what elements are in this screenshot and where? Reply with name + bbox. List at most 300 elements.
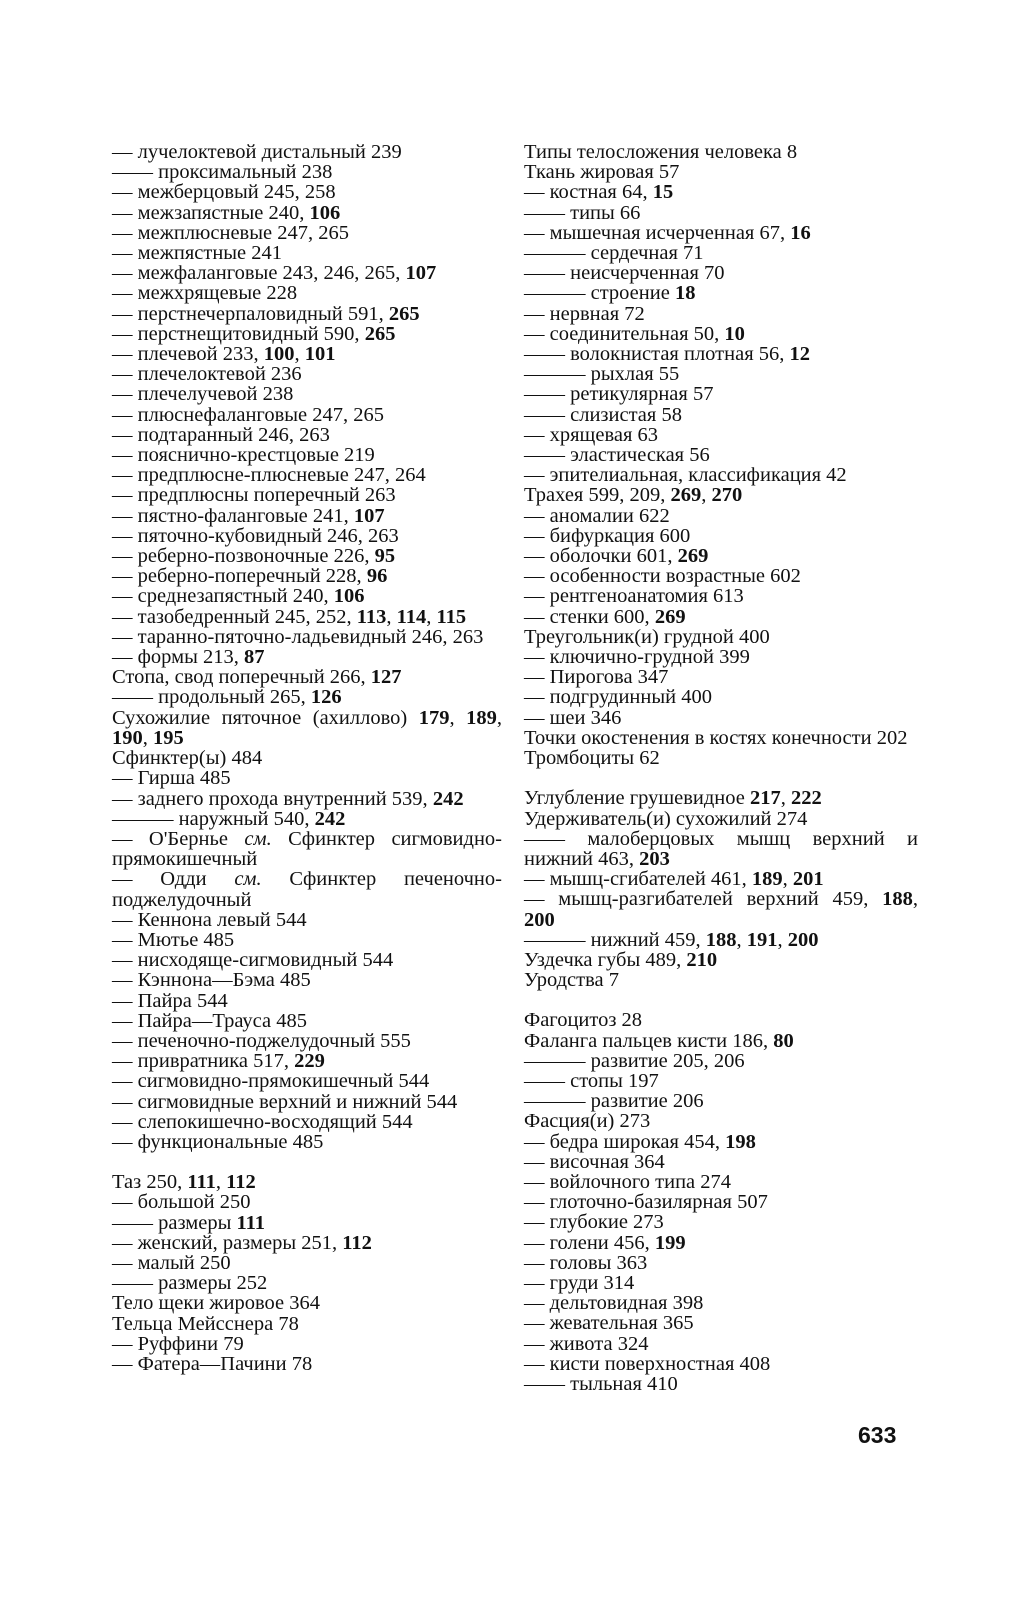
figure-reference: 195 bbox=[153, 726, 184, 749]
entry-text: Тело щеки жировое 364 bbox=[112, 1292, 321, 1315]
entry-text: — Фатера—Пачини 78 bbox=[112, 1352, 313, 1375]
index-entry bbox=[524, 445, 918, 465]
entry-text: — женский, размеры 251, bbox=[112, 1231, 343, 1254]
entry-text: , bbox=[777, 928, 788, 951]
entry-text: —— тыльная 410 bbox=[524, 1372, 678, 1395]
index-entry bbox=[524, 1091, 918, 1111]
index-entry bbox=[112, 809, 502, 829]
index-entry bbox=[112, 566, 502, 586]
entry-text: — большой 250 bbox=[112, 1191, 251, 1214]
entry-text: — пояснично-крестцовые 219 bbox=[112, 444, 375, 467]
index-entry bbox=[112, 465, 502, 485]
index-entry bbox=[112, 445, 502, 465]
entry-text: Фагоцитоз 28 bbox=[524, 1009, 643, 1032]
entry-text: —— типы 66 bbox=[524, 201, 641, 224]
entry-text: Таз 250, bbox=[112, 1171, 188, 1194]
figure-reference: 112 bbox=[226, 1171, 256, 1194]
index-entry bbox=[112, 1192, 502, 1212]
entry-text: , bbox=[780, 787, 792, 810]
index-entry bbox=[524, 485, 918, 505]
entry-text: — голени 456, bbox=[524, 1231, 655, 1254]
entry-text: , bbox=[426, 605, 437, 628]
entry-text: Сфинктер(ы) 484 bbox=[112, 747, 263, 770]
entry-text: , bbox=[215, 1171, 227, 1194]
figure-reference: 242 bbox=[432, 787, 464, 810]
figure-reference: 107 bbox=[353, 504, 385, 527]
index-entry bbox=[524, 1374, 918, 1394]
index-entry bbox=[524, 930, 918, 950]
entry-text: — плечелоктевой 236 bbox=[112, 363, 302, 386]
index-entry bbox=[112, 1172, 502, 1192]
entry-text: —— малоберцовых мышц верхний и нижний 463, bbox=[524, 827, 918, 870]
entry-text: —— продольный 265, bbox=[112, 686, 311, 709]
entry-text: , bbox=[294, 343, 305, 366]
index-entry bbox=[112, 1293, 502, 1313]
entry-text: Ткань жировая 57 bbox=[524, 161, 680, 184]
entry-text: — предплюсны поперечный 263 bbox=[112, 484, 396, 507]
index-entry bbox=[112, 607, 502, 627]
index-entry bbox=[112, 364, 502, 384]
index-entry bbox=[524, 526, 918, 546]
index-entry bbox=[112, 789, 502, 809]
entry-text: — дельтовидная 398 bbox=[524, 1292, 704, 1315]
figure-reference: 115 bbox=[436, 605, 467, 628]
entry-text: Уздечка губы 489, bbox=[524, 948, 687, 971]
entry-text: — ключично-грудной 399 bbox=[524, 646, 750, 669]
index-entry bbox=[524, 1212, 918, 1232]
figure-reference: 18 bbox=[674, 282, 696, 305]
index-entry bbox=[524, 1354, 918, 1374]
figure-reference: 87 bbox=[243, 646, 265, 669]
index-entry bbox=[524, 142, 918, 162]
index-entry bbox=[112, 1112, 502, 1132]
entry-text: ——— рыхлая 55 bbox=[524, 363, 680, 386]
entry-text: — мышечная исчерченная 67, bbox=[524, 221, 791, 244]
entry-text: — лучелоктевой дистальный 239 bbox=[112, 141, 402, 163]
index-entry bbox=[112, 970, 502, 990]
index-entry bbox=[524, 1152, 918, 1172]
index-entry bbox=[112, 546, 502, 566]
entry-text: — подтаранный 246, 263 bbox=[112, 423, 330, 446]
index-entry bbox=[524, 1253, 918, 1273]
figure-reference: 12 bbox=[789, 343, 810, 366]
entry-text: — межфаланговые 243, 246, 265, bbox=[112, 262, 406, 285]
index-entry bbox=[524, 748, 918, 768]
figure-reference: 188 bbox=[882, 888, 913, 911]
index-entry bbox=[112, 1071, 502, 1091]
index-entry bbox=[524, 1132, 918, 1152]
entry-text: — плюснефаланговые 247, 265 bbox=[112, 403, 384, 426]
index-column-right bbox=[524, 142, 918, 1394]
index-group-gap bbox=[112, 1152, 502, 1172]
index-entry bbox=[524, 1192, 918, 1212]
entry-text: Треугольник(и) грудной 400 bbox=[524, 625, 770, 648]
entry-text: — сигмовидно-прямокишечный 544 bbox=[112, 1070, 430, 1093]
entry-text: — подгрудинный 400 bbox=[524, 686, 712, 709]
index-entry bbox=[112, 182, 502, 202]
figure-reference: 95 bbox=[374, 545, 396, 568]
index-entry bbox=[524, 405, 918, 425]
figure-reference: 200 bbox=[524, 908, 555, 931]
index-entry bbox=[524, 627, 918, 647]
entry-text: — Одди bbox=[112, 868, 235, 891]
entry-text: — глоточно-базилярная 507 bbox=[524, 1191, 768, 1214]
figure-reference: 188 bbox=[705, 928, 737, 951]
entry-text: Фасция(и) 273 bbox=[524, 1110, 651, 1133]
entry-text: — мышц-сгибателей 461, bbox=[524, 868, 752, 891]
index-entry bbox=[524, 647, 918, 667]
entry-text: ——— строение bbox=[524, 282, 675, 305]
figure-reference: 107 bbox=[405, 262, 437, 285]
index-entry bbox=[112, 506, 502, 526]
figure-reference: 111 bbox=[187, 1171, 216, 1194]
index-entry bbox=[524, 1313, 918, 1333]
entry-text: ——— развитие 206 bbox=[524, 1090, 704, 1113]
entry-text: — Руффини 79 bbox=[112, 1332, 244, 1355]
index-entry bbox=[524, 667, 918, 687]
entry-text: — межзапястные 240, bbox=[112, 201, 310, 224]
entry-text: — пястно-фаланговые 241, bbox=[112, 504, 354, 527]
index-entry bbox=[524, 566, 918, 586]
entry-text: — живота 324 bbox=[524, 1332, 649, 1355]
index-entry bbox=[112, 405, 502, 425]
index-entry bbox=[112, 526, 502, 546]
entry-text: — тазобедренный 245, 252, bbox=[112, 605, 357, 628]
figure-reference: 265 bbox=[364, 322, 396, 345]
entry-text: —— неисчерченная 70 bbox=[524, 262, 725, 285]
figure-reference: 199 bbox=[654, 1231, 686, 1254]
entry-text: Точки окостенения в костях конечности 202 bbox=[524, 726, 908, 749]
index-entry bbox=[112, 384, 502, 404]
entry-text: — перстнещитовидный 590, bbox=[112, 322, 365, 345]
entry-text: — сигмовидные верхний и нижний 544 bbox=[112, 1090, 458, 1113]
entry-text: — межплюсневые 247, 265 bbox=[112, 221, 349, 244]
index-entry bbox=[524, 1051, 918, 1071]
index-entry bbox=[112, 768, 502, 788]
entry-text: — предплюсне-плюсневые 247, 264 bbox=[112, 464, 426, 487]
index-entry bbox=[112, 203, 502, 223]
entry-text: Удерживатель(и) сухожилий 274 bbox=[524, 807, 808, 830]
entry-text: — жевательная 365 bbox=[524, 1312, 694, 1335]
index-entry bbox=[524, 506, 918, 526]
index-entry bbox=[524, 970, 918, 990]
entry-text: Сухожилие пяточное (ахиллово) bbox=[112, 706, 419, 729]
index-entry bbox=[524, 1111, 918, 1131]
index-entry bbox=[524, 364, 918, 384]
entry-text: — особенности возрастные 602 bbox=[524, 565, 801, 588]
figure-reference: 106 bbox=[309, 201, 341, 224]
index-entry bbox=[112, 1051, 502, 1071]
figure-reference: 203 bbox=[639, 847, 670, 870]
index-entry bbox=[524, 162, 918, 182]
index-entry bbox=[112, 829, 502, 869]
index-entry bbox=[524, 1071, 918, 1091]
figure-reference: 269 bbox=[670, 484, 702, 507]
index-entry bbox=[524, 809, 918, 829]
figure-reference: 126 bbox=[310, 686, 342, 709]
figure-reference: 100 bbox=[263, 343, 295, 366]
index-entry bbox=[524, 283, 918, 303]
index-entry bbox=[524, 869, 918, 889]
figure-reference: 191 bbox=[746, 928, 778, 951]
entry-text: — шеи 346 bbox=[524, 706, 622, 729]
entry-text: ——— нижний 459, bbox=[524, 928, 706, 951]
figure-reference: 101 bbox=[304, 343, 336, 366]
index-entry bbox=[112, 667, 502, 687]
index-entry bbox=[112, 586, 502, 606]
figure-reference: 198 bbox=[725, 1130, 756, 1153]
index-entry bbox=[112, 1253, 502, 1273]
figure-reference: 269 bbox=[654, 605, 686, 628]
index-group-gap bbox=[524, 768, 918, 788]
entry-text: — височная 364 bbox=[524, 1150, 665, 1173]
entry-text: — функциональные 485 bbox=[112, 1130, 324, 1153]
index-entry bbox=[524, 607, 918, 627]
figure-reference: 190 bbox=[112, 726, 143, 749]
figure-reference: 270 bbox=[711, 484, 743, 507]
entry-text: —— проксимальный 238 bbox=[112, 161, 333, 184]
entry-text: —— размеры bbox=[112, 1211, 237, 1234]
index-entry bbox=[524, 950, 918, 970]
entry-text: — аномалии 622 bbox=[524, 504, 670, 527]
entry-text: — межберцовый 245, 258 bbox=[112, 181, 336, 204]
index-entry bbox=[112, 1092, 502, 1112]
figure-reference: 15 bbox=[652, 181, 674, 204]
cross-reference-marker: см. bbox=[234, 868, 262, 891]
entry-text: — войлочного типа 274 bbox=[524, 1170, 732, 1193]
entry-text: — печеночно-поджелудочный 555 bbox=[112, 1029, 411, 1052]
entry-text: Типы телосложения человека 8 bbox=[524, 141, 798, 163]
entry-text: — плечевой 233, bbox=[112, 343, 264, 366]
figure-reference: 189 bbox=[751, 868, 783, 891]
entry-text: — бифуркация 600 bbox=[524, 524, 691, 547]
entry-text: , bbox=[701, 484, 712, 507]
figure-reference: 127 bbox=[370, 666, 402, 689]
entry-text: — реберно-поперечный 228, bbox=[112, 565, 367, 588]
entry-text: — эпителиальная, классификация 42 bbox=[524, 464, 847, 487]
entry-text: — привратника 517, bbox=[112, 1050, 295, 1073]
index-entry bbox=[112, 910, 502, 930]
figure-reference: 96 bbox=[366, 565, 388, 588]
index-entry bbox=[112, 485, 502, 505]
entry-text: Углубление грушевидное bbox=[524, 787, 751, 810]
index-entry bbox=[112, 708, 502, 748]
figure-reference: 217 bbox=[750, 787, 781, 810]
figure-reference: 106 bbox=[333, 585, 365, 608]
entry-text: Трахея 599, 209, bbox=[524, 484, 671, 507]
entry-text: —— стопы 197 bbox=[524, 1069, 659, 1092]
figure-reference: 265 bbox=[388, 302, 420, 325]
entry-text: Фаланга пальцев кисти 186, bbox=[524, 1029, 774, 1052]
entry-text: — слепокишечно-восходящий 544 bbox=[112, 1110, 413, 1133]
entry-text: — костная 64, bbox=[524, 181, 653, 204]
index-entry bbox=[524, 203, 918, 223]
index-entry bbox=[112, 1273, 502, 1293]
entry-text: , bbox=[912, 888, 918, 911]
entry-text: , bbox=[386, 605, 397, 628]
index-entry bbox=[524, 1172, 918, 1192]
entry-text: — реберно-позвоночные 226, bbox=[112, 545, 375, 568]
entry-text: , bbox=[736, 928, 747, 951]
entry-text: —— ретикулярная 57 bbox=[524, 383, 714, 406]
entry-text: — Кэннона—Бэма 485 bbox=[112, 969, 311, 992]
entry-text: — малый 250 bbox=[112, 1251, 231, 1274]
entry-text: — головы 363 bbox=[524, 1251, 648, 1274]
entry-text: — бедра широкая 454, bbox=[524, 1130, 726, 1153]
index-entry bbox=[112, 283, 502, 303]
figure-reference: 229 bbox=[294, 1050, 325, 1073]
entry-text: — Пайра 544 bbox=[112, 989, 228, 1012]
figure-reference: 189 bbox=[466, 706, 497, 729]
index-entry bbox=[112, 162, 502, 182]
index-entry bbox=[524, 182, 918, 202]
entry-text: Уродства 7 bbox=[524, 969, 619, 992]
entry-text: — межхрящевые 228 bbox=[112, 282, 298, 305]
index-entry bbox=[524, 1010, 918, 1030]
figure-reference: 111 bbox=[236, 1211, 266, 1234]
index-entry bbox=[524, 1293, 918, 1313]
entry-text: , bbox=[782, 868, 793, 891]
entry-text: Сфинктер сигмовидно-прямокишечный bbox=[112, 827, 502, 871]
figure-reference: 16 bbox=[790, 221, 811, 244]
index-entry bbox=[524, 708, 918, 728]
index-entry bbox=[112, 687, 502, 707]
index-entry bbox=[112, 1314, 502, 1334]
entry-text: — оболочки 601, bbox=[524, 545, 678, 568]
figure-reference: 112 bbox=[342, 1231, 372, 1254]
index-entry bbox=[112, 1031, 502, 1051]
figure-reference: 210 bbox=[686, 948, 718, 971]
entry-text: — Мютье 485 bbox=[112, 928, 235, 951]
index-entry bbox=[112, 1354, 502, 1374]
entry-text: Тельца Мейсснера 78 bbox=[112, 1312, 299, 1335]
entry-text: — нисходяще-сигмовидный 544 bbox=[112, 949, 394, 972]
entry-text: ——— развитие 205, 206 bbox=[524, 1049, 745, 1072]
index-entry bbox=[112, 344, 502, 364]
index-entry bbox=[524, 546, 918, 566]
index-entry bbox=[524, 788, 918, 808]
entry-text: — Кеннона левый 544 bbox=[112, 908, 307, 931]
entry-text: , bbox=[142, 726, 153, 749]
entry-text: —— волокнистая плотная 56, bbox=[524, 343, 790, 366]
index-entry bbox=[112, 627, 502, 647]
index-entry bbox=[112, 304, 502, 324]
index-entry bbox=[524, 263, 918, 283]
entry-text: — формы 213, bbox=[112, 646, 244, 669]
index-column-left bbox=[112, 142, 502, 1374]
entry-text: — заднего прохода внутренний 539, bbox=[112, 787, 433, 810]
figure-reference: 242 bbox=[314, 807, 346, 830]
entry-text: — глубокие 273 bbox=[524, 1211, 664, 1234]
index-entry bbox=[112, 223, 502, 243]
figure-reference: 114 bbox=[396, 605, 427, 628]
index-entry bbox=[112, 243, 502, 263]
index-entry bbox=[112, 1011, 502, 1031]
index-entry bbox=[524, 344, 918, 364]
figure-reference: 179 bbox=[418, 706, 450, 729]
index-entry bbox=[524, 829, 918, 869]
figure-reference: 222 bbox=[791, 787, 822, 810]
entry-text: — хрящевая 63 bbox=[524, 423, 659, 446]
figure-reference: 269 bbox=[677, 545, 709, 568]
entry-text: ——— сердечная 71 bbox=[524, 242, 704, 265]
index-entry bbox=[524, 465, 918, 485]
entry-text: — нервная 72 bbox=[524, 302, 645, 325]
entry-text: —— эластическая 56 bbox=[524, 444, 710, 467]
index-entry bbox=[112, 930, 502, 950]
index-entry bbox=[112, 1334, 502, 1354]
index-entry bbox=[524, 425, 918, 445]
index-entry bbox=[524, 1031, 918, 1051]
entry-text: — Пайра—Трауса 485 bbox=[112, 1009, 307, 1032]
entry-text: — О'Бернье bbox=[112, 827, 245, 850]
index-entry bbox=[112, 950, 502, 970]
entry-text: — кисти поверхностная 408 bbox=[524, 1352, 771, 1375]
entry-text: — груди 314 bbox=[524, 1271, 635, 1294]
entry-text: — рентгеноанатомия 613 bbox=[524, 585, 744, 608]
figure-reference: 200 bbox=[787, 928, 819, 951]
index-entry bbox=[112, 1213, 502, 1233]
entry-text: —— слизистая 58 bbox=[524, 403, 682, 426]
entry-text: — плечелучевой 238 bbox=[112, 383, 294, 406]
index-entry bbox=[524, 687, 918, 707]
index-entry bbox=[112, 324, 502, 344]
entry-text: — стенки 600, bbox=[524, 605, 655, 628]
page-number: 633 bbox=[858, 1422, 897, 1448]
entry-text: — перстнечерпаловидный 591, bbox=[112, 302, 389, 325]
index-entry bbox=[524, 223, 918, 243]
index-entry bbox=[524, 586, 918, 606]
index-entry bbox=[112, 425, 502, 445]
index-entry bbox=[524, 324, 918, 344]
figure-reference: 10 bbox=[724, 322, 745, 345]
index-entry bbox=[112, 647, 502, 667]
index-entry bbox=[112, 1233, 502, 1253]
index-entry bbox=[112, 991, 502, 1011]
entry-text: Сфинктер печеночно-поджелудочный bbox=[112, 868, 502, 911]
index-entry bbox=[112, 142, 502, 162]
index-entry bbox=[112, 748, 502, 768]
entry-text: , bbox=[449, 706, 467, 729]
index-entry bbox=[112, 263, 502, 283]
entry-text: — мышц-разгибателей верхний 459, bbox=[524, 888, 883, 911]
index-entry bbox=[524, 728, 918, 748]
figure-reference: 80 bbox=[773, 1029, 794, 1052]
entry-text: — межпястные 241 bbox=[112, 242, 283, 265]
index-entry bbox=[524, 1233, 918, 1253]
entry-text: — таранно-пяточно-ладьевидный 246, 263 bbox=[112, 625, 484, 648]
figure-reference: 201 bbox=[792, 868, 824, 891]
entry-text: — Пирогова 347 bbox=[524, 666, 669, 689]
entry-text: — Гирша 485 bbox=[112, 767, 231, 790]
entry-text: — пяточно-кубовидный 246, 263 bbox=[112, 524, 399, 547]
entry-text: — среднезапястный 240, bbox=[112, 585, 334, 608]
index-entry bbox=[524, 1334, 918, 1354]
entry-text: Тромбоциты 62 bbox=[524, 747, 660, 770]
index-entry bbox=[524, 243, 918, 263]
index-entry bbox=[524, 1273, 918, 1293]
index-entry bbox=[112, 1132, 502, 1152]
index-group-gap bbox=[524, 990, 918, 1010]
entry-text: —— размеры 252 bbox=[112, 1272, 268, 1295]
entry-text: — соединительная 50, bbox=[524, 322, 725, 345]
index-entry bbox=[524, 304, 918, 324]
cross-reference-marker: см. bbox=[244, 827, 272, 850]
entry-text: Стопа, свод поперечный 266, bbox=[112, 666, 371, 689]
index-entry bbox=[524, 889, 918, 929]
entry-text: , bbox=[496, 706, 503, 729]
index-entry bbox=[524, 384, 918, 404]
